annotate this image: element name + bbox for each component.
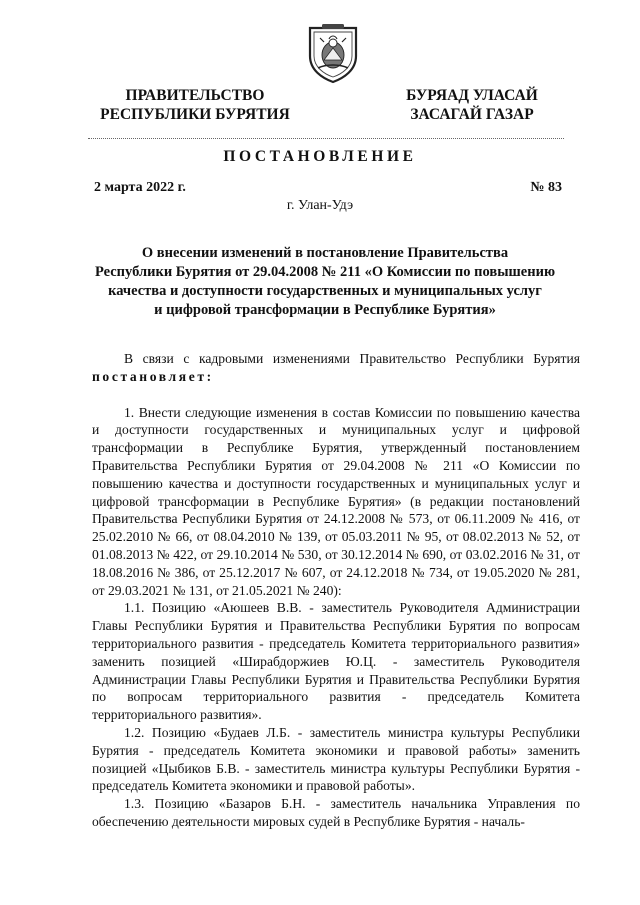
header-right-line1: БУРЯАД УЛАСАЙ	[406, 87, 538, 104]
header-left-line2: РЕСПУБЛИКИ БУРЯТИЯ	[100, 106, 290, 123]
coat-of-arms-icon	[302, 22, 364, 84]
header-divider	[88, 138, 564, 139]
title-line1: О внесении изменений в постановление Правительства	[141, 245, 509, 261]
intro-paragraph	[92, 350, 580, 386]
government-name-buryat	[392, 86, 552, 124]
government-name-russian	[85, 86, 305, 124]
header-left-line1: ПРАВИТЕЛЬСТВО	[125, 87, 265, 104]
paragraph-1-2: 1.2. Позицию «Будаев Л.Б. - заместитель министра культуры Республики Бурятия - председатель Комитета экономики и правовой работы» заменить позицией «Цыбиков Б.В. - заместитель министра культуры Республики Бурятия - председатель Комитета экономики и правовой работы».	[92, 724, 580, 794]
document-number: № 83	[530, 180, 562, 195]
document-title	[90, 244, 560, 320]
title-line3: качества и доступности государственных и муниципальных услуг	[108, 283, 542, 299]
document-date: 2 марта 2022 г.	[94, 180, 186, 195]
document-body	[92, 350, 580, 831]
document-city: г. Улан-Удэ	[286, 198, 354, 213]
paragraph-1-3: 1.3. Позицию «Базаров Б.Н. - заместитель начальника Управления по обеспечению деятельности мировых судей в Республике Бурятия - началь-	[92, 796, 580, 829]
resolves-word: постановляет:	[92, 368, 214, 384]
document-type: ПОСТАНОВЛЕНИЕ	[223, 148, 417, 165]
intro-text: В связи с кадровыми изменениями Правительство Республики Бурятия	[124, 351, 580, 366]
paragraph-1: 1. Внести следующие изменения в состав Комиссии по повышению качества и доступности государственных и муниципальных услуг и цифровой трансформации в Республике Бурятия, утвержденный постановлением Правительства Республики Бурятия от 29.04.2008 № 211 «О Комиссии по повышению качества и доступности государственных и муниципальных услуг и цифровой трансформации в Республике Бурятия» (в редакции постановлений Правительства Республики Бурятия от 24.12.2008 № 573, от 06.11.2009 № 416, от 25.02.2010 № 66, от 08.04.2010 № 139, от 05.03.2011 № 95, от 08.02.2013 № 52, от 01.08.2013 № 422, от 29.10.2014 № 530, от 30.12.2014 № 690, от 03.02.2016 № 31, от 18.08.2016 № 386, от 25.12.2017 № 607, от 24.12.2018 № 734, от 19.05.2020 № 281, от 29.03.2021 № 131, от 21.05.2021 № 240):	[92, 404, 580, 598]
title-line2: Республики Бурятия от 29.04.2008 № 211 «О Комиссии по повышению	[94, 264, 556, 280]
title-line4: и цифровой трансформации в Республике Бурятия»	[154, 302, 496, 318]
paragraph-1-1: 1.1. Позицию «Аюшеев В.В. - заместитель Руководителя Администрации Главы Республики Бурятия и Правительства Республики Бурятия по вопросам территориального развития - председатель Комитета территориального развития» заменить позицией «Ширабдоржиев Ю.Ц. - заместитель Руководителя Администрации Главы Республики Бурятия и Правительства Республики Бурятия по вопросам территориального развития - председатель Комитета территориального развития».	[92, 600, 580, 723]
header-right-line2: ЗАСАГАЙ ГАЗАР	[410, 106, 534, 123]
